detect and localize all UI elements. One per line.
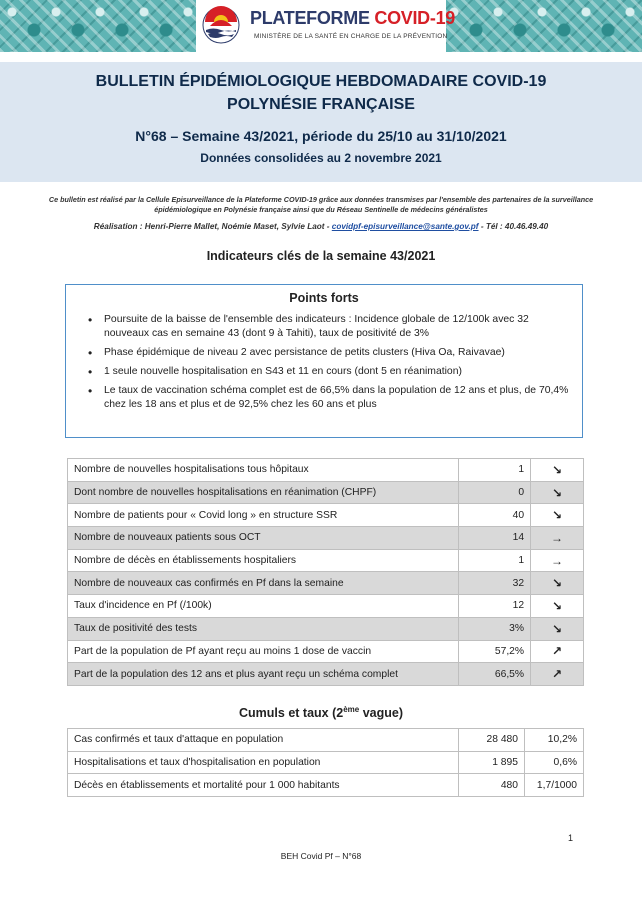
table-row: [68, 572, 584, 595]
trend-down-icon: ↘: [531, 459, 584, 482]
indicators-heading: Indicateurs clés de la semaine 43/2021: [206, 249, 436, 263]
page-number: 1: [568, 833, 574, 843]
indicator-value: 66,5%: [459, 663, 531, 686]
bulletin-title-line2: POLYNÉSIE FRANÇAISE: [227, 96, 415, 113]
key-points-list: [66, 313, 582, 413]
indicator-label: Taux d'incidence en Pf (/100k): [68, 595, 459, 618]
logo-title-part1: PLATEFORME: [250, 8, 370, 28]
cumuls-table: [67, 728, 584, 797]
credits-text: Ce bulletin est réalisé par la Cellule Episurveillance de la Plateforme COVID-19 grâce aux données transmises par l'ensemble des partenaires de la surveillance épidémiologique en Polynésie française ainsi que du Réseau Sentinelle de médecins généralistes: [48, 195, 594, 214]
trend-down-icon: ↘: [531, 504, 584, 527]
trend-down-icon: ↘: [531, 572, 584, 595]
cumul-label: Hospitalisations et taux d'hospitalisation en population: [68, 751, 459, 774]
contact-email-link[interactable]: covidpf-episurveillance@sante.gov.pf: [331, 222, 479, 231]
table-row: [68, 595, 584, 618]
cumul-count: 28 480: [459, 729, 525, 752]
table-row: [68, 549, 584, 572]
indicator-value: 57,2%: [459, 640, 531, 663]
trend-stable-icon: →: [531, 527, 584, 550]
indicator-value: 3%: [459, 617, 531, 640]
list-item: • 1 seule nouvelle hospitalisation en S43 et 11 en cours (dont 5 en réanimation): [88, 365, 574, 379]
indicator-value: 40: [459, 504, 531, 527]
trend-up-icon: ↗: [531, 640, 584, 663]
cumul-rate: 0,6%: [525, 751, 584, 774]
authors-line: [40, 222, 602, 231]
logo-subtitle: MINISTÈRE DE LA SANTÉ EN CHARGE DE LA PRÉVENTION: [254, 33, 448, 40]
table-row: [68, 663, 584, 686]
table-row: [68, 774, 584, 797]
indicator-value: 1: [459, 459, 531, 482]
indicator-value: 32: [459, 572, 531, 595]
indicator-label: Taux de positivité des tests: [68, 617, 459, 640]
bulletin-issue: N°68 – Semaine 43/2021, période du 25/10 au 31/10/2021: [135, 128, 507, 144]
indicator-label: Dont nombre de nouvelles hospitalisations en réanimation (CHPF): [68, 481, 459, 504]
list-item: • Poursuite de la baisse de l'ensemble des indicateurs : Incidence globale de 12/100k avec 32 nouveaux cas en semaine 43 (dont 9 à Tahiti), taux de positivité de 3%: [88, 313, 574, 342]
contact-phone: - Tél : 40.46.49.40: [480, 222, 549, 231]
bulletin-title-line1: BULLETIN ÉPIDÉMIOLOGIQUE HEBDOMADAIRE COVID-19: [95, 73, 547, 90]
authors-names: Réalisation : Henri-Pierre Mallet, Noémie Maset, Sylvie Laot -: [93, 222, 330, 231]
cumuls-heading-text: Cumuls et taux (2: [239, 706, 344, 721]
key-points-box: [65, 284, 583, 438]
indicator-label: Nombre de nouveaux patients sous OCT: [68, 527, 459, 550]
cumul-count: 1 895: [459, 751, 525, 774]
bulletin-title: [0, 70, 642, 116]
indicator-label: Part de la population de Pf ayant reçu au moins 1 dose de vaccin: [68, 640, 459, 663]
indicator-label: Nombre de nouveaux cas confirmés en Pf dans la semaine: [68, 572, 459, 595]
cumul-rate: 10,2%: [525, 729, 584, 752]
trend-stable-icon: →: [531, 549, 584, 572]
indicator-label: Nombre de décès en établissements hospitaliers: [68, 549, 459, 572]
logo-title: [250, 8, 455, 29]
trend-down-icon: ↘: [531, 481, 584, 504]
indicator-value: 14: [459, 527, 531, 550]
footer: BEH Covid Pf – N°68: [280, 851, 362, 861]
indicator-value: 0: [459, 481, 531, 504]
key-points-title: Points forts: [289, 291, 359, 305]
cumul-label: Cas confirmés et taux d'attaque en population: [68, 729, 459, 752]
polynesian-pattern-left: [0, 0, 200, 52]
indicator-value: 12: [459, 595, 531, 618]
bulletin-title-block: [0, 62, 642, 182]
cumul-label: Décès en établissements et mortalité pour 1 000 habitants: [68, 774, 459, 797]
trend-down-icon: ↘: [531, 595, 584, 618]
cumuls-heading-end: vague): [359, 706, 403, 721]
cumul-count: 480: [459, 774, 525, 797]
table-row: [68, 617, 584, 640]
table-row: [68, 459, 584, 482]
polynesian-pattern-right: [442, 0, 642, 52]
cumuls-heading: [0, 705, 642, 720]
table-row: [68, 751, 584, 774]
consolidation-date: Données consolidées au 2 novembre 2021: [200, 151, 442, 165]
list-item: • Le taux de vaccination schéma complet est de 66,5% dans la population de 12 ans et plus, de 70,4% chez les 18 ans et plus et de 92,5% chez les 60 ans et plus: [88, 384, 574, 413]
logo: [196, 0, 455, 52]
indicator-label: Nombre de patients pour « Covid long » en structure SSR: [68, 504, 459, 527]
logo-title-part2: COVID-19: [374, 8, 455, 28]
indicator-label: Nombre de nouvelles hospitalisations tous hôpitaux: [68, 459, 459, 482]
trend-down-icon: ↘: [531, 617, 584, 640]
header-banner: [0, 0, 642, 52]
table-row: [68, 640, 584, 663]
cumul-rate: 1,7/1000: [525, 774, 584, 797]
indicator-label: Part de la population des 12 ans et plus ayant reçu un schéma complet: [68, 663, 459, 686]
cumuls-heading-sup: ème: [343, 705, 360, 714]
indicators-table: [67, 458, 584, 686]
table-row: [68, 729, 584, 752]
table-row: [68, 504, 584, 527]
list-item: • Phase épidémique de niveau 2 avec persistance de petits clusters (Hiva Oa, Raivavae): [88, 346, 574, 360]
trend-up-icon: ↗: [531, 663, 584, 686]
table-row: [68, 527, 584, 550]
polynesia-emblem-icon: [202, 6, 240, 44]
table-row: [68, 481, 584, 504]
indicator-value: 1: [459, 549, 531, 572]
